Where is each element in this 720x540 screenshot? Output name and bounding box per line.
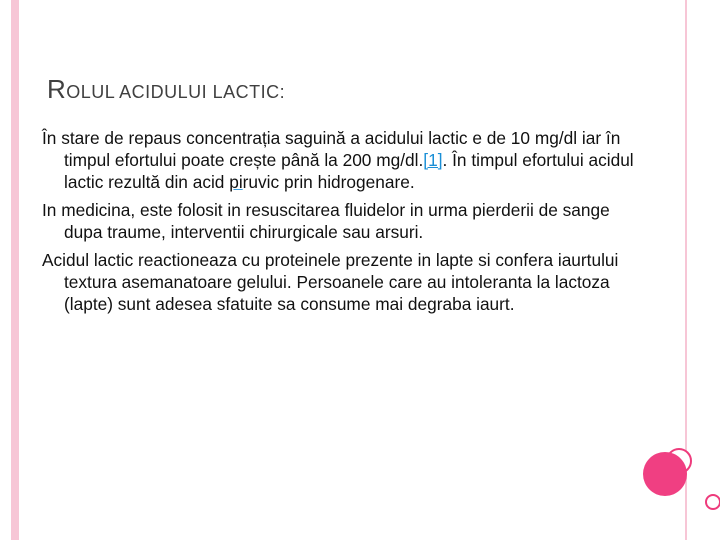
decorative-small-circle [705,494,720,510]
paragraph-yogurt: Acidul lactic reactioneaza cu proteinele prezente in lapte si confera iaurtului textura asemanatoare gelului. Persoanele care au intoleranta la lactoza (lapte) sunt adesea sfatuite sa consume mai degraba iaurt. [42,250,619,314]
left-frame-stripe [11,0,19,540]
paragraph-lactate-concentration [42,127,642,193]
spellcheck-word-part: pi [229,172,243,192]
reference-link[interactable]: [1] [423,150,443,170]
decorative-filled-circle [643,452,687,496]
title-rest: OLUL ACIDULUI LACTIC: [66,82,286,102]
slide-body [42,127,642,321]
slide-title [47,74,285,105]
paragraph-1-text-a: În stare de repaus concentrația saguină a acidului lactic e de 10 mg/dl iar în timpul efortului poate crește până la 200 mg/dl. [42,128,621,170]
title-initial: R [47,74,67,104]
paragraph-1-text-c: ruvic prin hidrogenare. [242,172,415,192]
paragraph-1-text-b: . În timpul efortului acidul lactic rezultă din acid [64,150,634,192]
paragraph-medicine-use: In medicina, este folosit in resuscitarea fluidelor in urma pierderii de sange dupa traume, interventii chirurgicale sau arsuri. [42,200,610,242]
